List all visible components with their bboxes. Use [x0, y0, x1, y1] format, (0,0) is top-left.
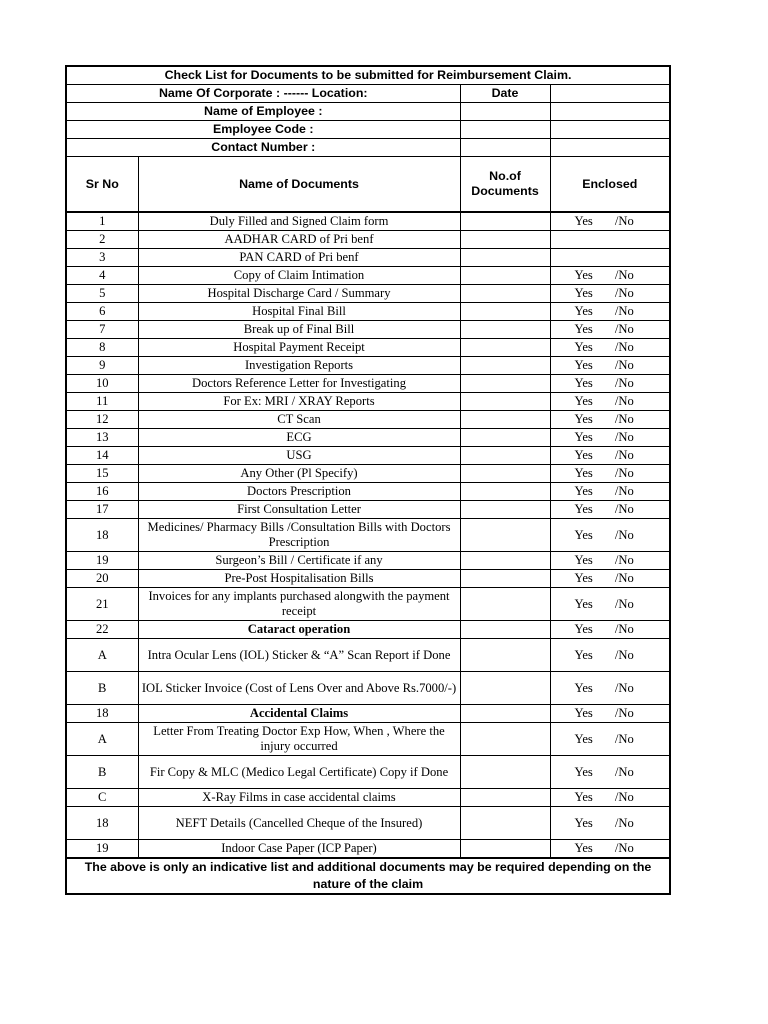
row-document-name: Hospital Payment Receipt [138, 339, 460, 357]
table-row [66, 840, 670, 859]
row-sr-no: 11 [66, 393, 138, 411]
row-enclosed[interactable]: Yes /No [550, 807, 670, 840]
row-document-name: CT Scan [138, 411, 460, 429]
row-enclosed[interactable]: Yes /No [550, 639, 670, 672]
row-enclosed[interactable]: Yes /No [550, 705, 670, 723]
employee-code-label: Employee Code : [66, 121, 460, 139]
row-document-name: Surgeon’s Bill / Certificate if any [138, 552, 460, 570]
row-document-count[interactable] [460, 321, 550, 339]
row-document-name: ECG [138, 429, 460, 447]
row-sr-no: B [66, 756, 138, 789]
column-header-count: No.of Documents [460, 157, 550, 213]
row-sr-no: 19 [66, 840, 138, 859]
row-document-name: Investigation Reports [138, 357, 460, 375]
footer-note: The above is only an indicative list and additional documents may be required depending on the nature of the claim [66, 858, 670, 894]
table-row [66, 375, 670, 393]
row-enclosed[interactable]: Yes /No [550, 621, 670, 639]
table-row [66, 672, 670, 705]
table-row [66, 393, 670, 411]
employee-code-cell-a[interactable] [460, 121, 550, 139]
row-enclosed[interactable]: Yes /No [550, 519, 670, 552]
row-document-count[interactable] [460, 375, 550, 393]
table-row [66, 357, 670, 375]
row-enclosed[interactable]: Yes /No [550, 570, 670, 588]
row-enclosed[interactable]: Yes /No [550, 429, 670, 447]
row-enclosed[interactable]: Yes /No [550, 357, 670, 375]
table-row [66, 429, 670, 447]
row-document-count[interactable] [460, 840, 550, 859]
checklist-table [65, 65, 671, 895]
row-document-name: Duly Filled and Signed Claim form [138, 212, 460, 231]
table-row [66, 231, 670, 249]
row-sr-no: 21 [66, 588, 138, 621]
table-row [66, 321, 670, 339]
row-enclosed[interactable]: Yes /No [550, 501, 670, 519]
row-sr-no: 7 [66, 321, 138, 339]
row-document-count[interactable] [460, 212, 550, 231]
row-sr-no: 18 [66, 519, 138, 552]
row-document-count[interactable] [460, 705, 550, 723]
row-document-name: Cataract operation [138, 621, 460, 639]
table-row [66, 552, 670, 570]
table-row [66, 570, 670, 588]
row-sr-no: 22 [66, 621, 138, 639]
row-document-name: Pre-Post Hospitalisation Bills [138, 570, 460, 588]
row-enclosed[interactable]: Yes /No [550, 321, 670, 339]
row-sr-no: 16 [66, 483, 138, 501]
employee-name-cell-a[interactable] [460, 103, 550, 121]
row-sr-no: 2 [66, 231, 138, 249]
row-enclosed[interactable]: Yes /No [550, 303, 670, 321]
row-document-name: Invoices for any implants purchased alongwith the payment receipt [138, 588, 460, 621]
row-enclosed[interactable]: Yes /No [550, 588, 670, 621]
row-sr-no: 17 [66, 501, 138, 519]
table-row [66, 807, 670, 840]
checklist-sheet [65, 65, 669, 895]
row-document-name: Medicines/ Pharmacy Bills /Consultation Bills with Doctors Prescription [138, 519, 460, 552]
row-enclosed[interactable]: Yes /No [550, 267, 670, 285]
row-enclosed[interactable]: Yes /No [550, 840, 670, 859]
row-enclosed[interactable]: Yes /No [550, 756, 670, 789]
row-sr-no: 19 [66, 552, 138, 570]
table-row [66, 756, 670, 789]
row-document-count[interactable] [460, 483, 550, 501]
row-sr-no: 3 [66, 249, 138, 267]
table-row [66, 705, 670, 723]
row-document-count[interactable] [460, 393, 550, 411]
corporate-location-label: Name Of Corporate : ------ Location: [66, 85, 460, 103]
row-document-count[interactable] [460, 339, 550, 357]
row-sr-no: 4 [66, 267, 138, 285]
contact-number-cell-a[interactable] [460, 139, 550, 157]
row-enclosed[interactable]: Yes /No [550, 483, 670, 501]
table-row [66, 723, 670, 756]
row-sr-no: 20 [66, 570, 138, 588]
table-row [66, 789, 670, 807]
date-label: Date [460, 85, 550, 103]
row-enclosed[interactable] [550, 249, 670, 267]
date-value-cell[interactable] [550, 85, 670, 103]
row-document-name: For Ex: MRI / XRAY Reports [138, 393, 460, 411]
row-document-count[interactable] [460, 789, 550, 807]
row-document-count[interactable] [460, 249, 550, 267]
row-sr-no: 1 [66, 212, 138, 231]
employee-code-cell-b[interactable] [550, 121, 670, 139]
row-sr-no: 8 [66, 339, 138, 357]
row-document-count[interactable] [460, 756, 550, 789]
row-enclosed[interactable]: Yes /No [550, 339, 670, 357]
row-sr-no: 18 [66, 705, 138, 723]
employee-name-label: Name of Employee : [66, 103, 460, 121]
table-row [66, 483, 670, 501]
row-document-count[interactable] [460, 552, 550, 570]
table-row [66, 501, 670, 519]
row-document-count[interactable] [460, 231, 550, 249]
row-document-name: NEFT Details (Cancelled Cheque of the Insured) [138, 807, 460, 840]
row-document-count[interactable] [460, 588, 550, 621]
row-enclosed[interactable]: Yes /No [550, 723, 670, 756]
row-enclosed[interactable]: Yes /No [550, 393, 670, 411]
row-sr-no: 14 [66, 447, 138, 465]
table-row [66, 285, 670, 303]
contact-number-label: Contact Number : [66, 139, 460, 157]
row-document-count[interactable] [460, 447, 550, 465]
column-header-enclosed: Enclosed [550, 157, 670, 213]
row-enclosed[interactable]: Yes /No [550, 789, 670, 807]
row-document-count[interactable] [460, 411, 550, 429]
row-document-name: Hospital Discharge Card / Summary [138, 285, 460, 303]
row-document-name: PAN CARD of Pri benf [138, 249, 460, 267]
table-row [66, 212, 670, 231]
employee-name-cell-b[interactable] [550, 103, 670, 121]
row-document-name: Doctors Reference Letter for Investigating [138, 375, 460, 393]
row-document-count[interactable] [460, 285, 550, 303]
row-document-name: Any Other (Pl Specify) [138, 465, 460, 483]
table-row [66, 411, 670, 429]
row-document-name: Fir Copy & MLC (Medico Legal Certificate) Copy if Done [138, 756, 460, 789]
row-document-name: Letter From Treating Doctor Exp How, When , Where the injury occurred [138, 723, 460, 756]
row-sr-no: 6 [66, 303, 138, 321]
table-row [66, 465, 670, 483]
row-document-count[interactable] [460, 807, 550, 840]
row-document-count[interactable] [460, 465, 550, 483]
table-row [66, 339, 670, 357]
row-document-name: USG [138, 447, 460, 465]
row-document-name: Intra Ocular Lens (IOL) Sticker & “A” Scan Report if Done [138, 639, 460, 672]
row-document-count[interactable] [460, 519, 550, 552]
row-enclosed[interactable]: Yes /No [550, 212, 670, 231]
table-row [66, 447, 670, 465]
row-sr-no: A [66, 723, 138, 756]
table-row [66, 639, 670, 672]
row-document-count[interactable] [460, 267, 550, 285]
row-sr-no: A [66, 639, 138, 672]
row-enclosed[interactable]: Yes /No [550, 672, 670, 705]
row-document-count[interactable] [460, 303, 550, 321]
column-header-document: Name of Documents [138, 157, 460, 213]
table-row [66, 303, 670, 321]
row-sr-no: 10 [66, 375, 138, 393]
form-title: Check List for Documents to be submitted for Reimbursement Claim. [66, 66, 670, 85]
row-document-name: Accidental Claims [138, 705, 460, 723]
row-sr-no: 12 [66, 411, 138, 429]
table-row [66, 519, 670, 552]
row-document-name: Hospital Final Bill [138, 303, 460, 321]
row-document-count[interactable] [460, 357, 550, 375]
column-header-sr-no: Sr No [66, 157, 138, 213]
row-enclosed[interactable]: Yes /No [550, 552, 670, 570]
row-document-count[interactable] [460, 639, 550, 672]
row-document-name: Copy of Claim Intimation [138, 267, 460, 285]
row-enclosed[interactable]: Yes /No [550, 285, 670, 303]
table-row [66, 588, 670, 621]
row-enclosed[interactable]: Yes /No [550, 447, 670, 465]
footer-row [66, 858, 670, 894]
row-document-name: Indoor Case Paper (ICP Paper) [138, 840, 460, 859]
row-document-name: First Consultation Letter [138, 501, 460, 519]
row-document-name: Break up of Final Bill [138, 321, 460, 339]
table-row [66, 621, 670, 639]
row-document-count[interactable] [460, 570, 550, 588]
row-sr-no: 9 [66, 357, 138, 375]
row-document-count[interactable] [460, 621, 550, 639]
row-sr-no: 18 [66, 807, 138, 840]
row-sr-no: 15 [66, 465, 138, 483]
row-enclosed[interactable]: Yes /No [550, 411, 670, 429]
row-enclosed[interactable]: Yes /No [550, 465, 670, 483]
table-row [66, 249, 670, 267]
row-sr-no: 13 [66, 429, 138, 447]
row-document-count[interactable] [460, 429, 550, 447]
row-document-name: X-Ray Films in case accidental claims [138, 789, 460, 807]
row-document-count[interactable] [460, 501, 550, 519]
row-sr-no: C [66, 789, 138, 807]
row-document-name: AADHAR CARD of Pri benf [138, 231, 460, 249]
row-enclosed[interactable]: Yes /No [550, 375, 670, 393]
row-sr-no: B [66, 672, 138, 705]
row-document-count[interactable] [460, 672, 550, 705]
table-row [66, 267, 670, 285]
row-document-count[interactable] [460, 723, 550, 756]
row-document-name: IOL Sticker Invoice (Cost of Lens Over and Above Rs.7000/-) [138, 672, 460, 705]
row-document-name: Doctors Prescription [138, 483, 460, 501]
contact-number-cell-b[interactable] [550, 139, 670, 157]
row-sr-no: 5 [66, 285, 138, 303]
row-enclosed[interactable] [550, 231, 670, 249]
